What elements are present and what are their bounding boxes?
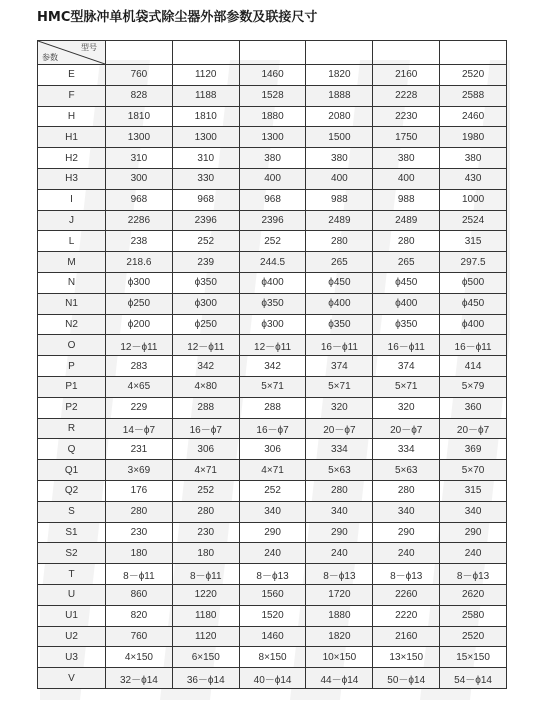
value-cell: 240	[440, 543, 507, 564]
value-cell: 6×150	[172, 647, 239, 668]
spec-table	[37, 40, 507, 689]
value-cell: 252	[172, 480, 239, 501]
value-cell: ϕ450	[306, 272, 373, 293]
table-row	[38, 439, 507, 460]
value-cell: ϕ250	[172, 314, 239, 335]
value-cell: 240	[373, 543, 440, 564]
value-cell: ϕ400	[440, 314, 507, 335]
value-cell: 400	[306, 168, 373, 189]
param-cell: H	[38, 106, 106, 127]
value-cell: 231	[106, 439, 173, 460]
param-cell: Q1	[38, 460, 106, 481]
param-cell: O	[38, 335, 106, 356]
value-cell: 290	[239, 522, 306, 543]
value-cell: ϕ250	[106, 293, 173, 314]
value-cell: 32－ϕ14	[106, 668, 173, 689]
value-cell: 380	[440, 148, 507, 169]
value-cell: 860	[106, 584, 173, 605]
value-cell: 40－ϕ14	[239, 668, 306, 689]
value-cell: 180	[172, 543, 239, 564]
value-cell: 265	[373, 252, 440, 273]
table-row	[38, 252, 507, 273]
value-cell: 288	[172, 397, 239, 418]
value-cell: 5×70	[440, 460, 507, 481]
value-cell: 8－ϕ11	[106, 564, 173, 585]
value-cell: 230	[106, 522, 173, 543]
value-cell: 340	[239, 501, 306, 522]
value-cell: 3×69	[106, 460, 173, 481]
table-row	[38, 85, 507, 106]
value-cell: ϕ400	[239, 272, 306, 293]
table-row	[38, 293, 507, 314]
value-cell: 2220	[373, 605, 440, 626]
value-cell: 10×150	[306, 647, 373, 668]
value-cell: 342	[239, 356, 306, 377]
value-cell: 2260	[373, 584, 440, 605]
value-cell: ϕ300	[172, 293, 239, 314]
value-cell: 330	[172, 168, 239, 189]
value-cell: 2160	[373, 626, 440, 647]
model-header-cell	[440, 41, 507, 65]
value-cell: 342	[172, 356, 239, 377]
table-row	[38, 564, 507, 585]
table-row	[38, 148, 507, 169]
value-cell: 2620	[440, 584, 507, 605]
table-row	[38, 460, 507, 481]
value-cell: 1720	[306, 584, 373, 605]
value-cell: 8－ϕ13	[440, 564, 507, 585]
value-cell: 968	[172, 189, 239, 210]
value-cell: 4×71	[172, 460, 239, 481]
value-cell: 4×65	[106, 376, 173, 397]
table-row	[38, 189, 507, 210]
table-row	[38, 210, 507, 231]
value-cell: ϕ350	[172, 272, 239, 293]
value-cell: 988	[306, 189, 373, 210]
value-cell: 5×63	[373, 460, 440, 481]
value-cell: 828	[106, 85, 173, 106]
param-cell: S1	[38, 522, 106, 543]
value-cell: 20－ϕ7	[440, 418, 507, 439]
table-row	[38, 168, 507, 189]
value-cell: 1120	[172, 626, 239, 647]
table-row	[38, 480, 507, 501]
value-cell: 2396	[172, 210, 239, 231]
value-cell: 400	[239, 168, 306, 189]
table-row	[38, 605, 507, 626]
param-cell: Q2	[38, 480, 106, 501]
table-row	[38, 501, 507, 522]
table-row	[38, 127, 507, 148]
value-cell: 283	[106, 356, 173, 377]
value-cell: 760	[106, 65, 173, 86]
value-cell: 340	[373, 501, 440, 522]
value-cell: 4×71	[239, 460, 306, 481]
param-cell: J	[38, 210, 106, 231]
value-cell: 2489	[373, 210, 440, 231]
table-row	[38, 356, 507, 377]
value-cell: 1528	[239, 85, 306, 106]
value-cell: 1180	[172, 605, 239, 626]
value-cell: 16－ϕ11	[440, 335, 507, 356]
param-cell: U3	[38, 647, 106, 668]
value-cell: 430	[440, 168, 507, 189]
param-cell: P1	[38, 376, 106, 397]
table-row	[38, 231, 507, 252]
value-cell: 315	[440, 231, 507, 252]
value-cell: 180	[106, 543, 173, 564]
value-cell: 369	[440, 439, 507, 460]
value-cell: ϕ450	[373, 272, 440, 293]
value-cell: 16－ϕ11	[306, 335, 373, 356]
value-cell: 310	[106, 148, 173, 169]
param-cell: L	[38, 231, 106, 252]
value-cell: 1820	[306, 626, 373, 647]
page-title: HMC型脉冲单机袋式除尘器外部参数及联接尺寸	[37, 10, 318, 25]
value-cell: 244.5	[239, 252, 306, 273]
value-cell: 1810	[172, 106, 239, 127]
value-cell: 20－ϕ7	[373, 418, 440, 439]
value-cell: 4×150	[106, 647, 173, 668]
param-cell: I	[38, 189, 106, 210]
table-row	[38, 397, 507, 418]
value-cell: 16－ϕ7	[172, 418, 239, 439]
value-cell: 1880	[306, 605, 373, 626]
value-cell: 229	[106, 397, 173, 418]
value-cell: 238	[106, 231, 173, 252]
param-cell: U	[38, 584, 106, 605]
param-label: 参数	[42, 53, 58, 62]
param-cell: E	[38, 65, 106, 86]
header-row	[38, 41, 507, 65]
value-cell: ϕ300	[106, 272, 173, 293]
value-cell: 290	[306, 522, 373, 543]
value-cell: 2396	[239, 210, 306, 231]
value-cell: 2080	[306, 106, 373, 127]
value-cell: 1500	[306, 127, 373, 148]
value-cell: 12－ϕ11	[106, 335, 173, 356]
value-cell: 1750	[373, 127, 440, 148]
param-cell: R	[38, 418, 106, 439]
table-row	[38, 106, 507, 127]
table-row	[38, 272, 507, 293]
value-cell: 8－ϕ13	[373, 564, 440, 585]
value-cell: 400	[373, 168, 440, 189]
value-cell: 1888	[306, 85, 373, 106]
value-cell: 760	[106, 626, 173, 647]
value-cell: 1188	[172, 85, 239, 106]
value-cell: 5×63	[306, 460, 373, 481]
value-cell: 380	[373, 148, 440, 169]
value-cell: 2460	[440, 106, 507, 127]
value-cell: 1520	[239, 605, 306, 626]
param-cell: N2	[38, 314, 106, 335]
value-cell: 5×79	[440, 376, 507, 397]
model-header-cell	[306, 41, 373, 65]
value-cell: 265	[306, 252, 373, 273]
param-cell: T	[38, 564, 106, 585]
value-cell: 290	[373, 522, 440, 543]
param-cell: V	[38, 668, 106, 689]
table-row	[38, 584, 507, 605]
param-cell: P	[38, 356, 106, 377]
param-cell: S2	[38, 543, 106, 564]
value-cell: 290	[440, 522, 507, 543]
value-cell: ϕ200	[106, 314, 173, 335]
value-cell: 280	[306, 480, 373, 501]
value-cell: 20－ϕ7	[306, 418, 373, 439]
value-cell: 218.6	[106, 252, 173, 273]
value-cell: 252	[239, 231, 306, 252]
value-cell: 320	[373, 397, 440, 418]
value-cell: 2524	[440, 210, 507, 231]
value-cell: 44－ϕ14	[306, 668, 373, 689]
corner-header-cell	[38, 41, 106, 65]
value-cell: 239	[172, 252, 239, 273]
param-cell: U1	[38, 605, 106, 626]
table-row	[38, 522, 507, 543]
value-cell: 12－ϕ11	[239, 335, 306, 356]
value-cell: 820	[106, 605, 173, 626]
value-cell: 320	[306, 397, 373, 418]
value-cell: 240	[306, 543, 373, 564]
value-cell: 2520	[440, 65, 507, 86]
value-cell: 16－ϕ11	[373, 335, 440, 356]
model-label: 型号	[81, 43, 97, 52]
table-row	[38, 376, 507, 397]
value-cell: 2588	[440, 85, 507, 106]
model-header-cell	[239, 41, 306, 65]
param-cell: H1	[38, 127, 106, 148]
value-cell: 1560	[239, 584, 306, 605]
param-cell: N	[38, 272, 106, 293]
value-cell: 54－ϕ14	[440, 668, 507, 689]
value-cell: 14－ϕ7	[106, 418, 173, 439]
value-cell: 5×71	[239, 376, 306, 397]
param-cell: S	[38, 501, 106, 522]
value-cell: 1880	[239, 106, 306, 127]
value-cell: 240	[239, 543, 306, 564]
value-cell: 1820	[306, 65, 373, 86]
table-row	[38, 418, 507, 439]
value-cell: 8－ϕ13	[306, 564, 373, 585]
value-cell: ϕ400	[306, 293, 373, 314]
value-cell: ϕ350	[239, 293, 306, 314]
value-cell: 2520	[440, 626, 507, 647]
model-header-cell	[172, 41, 239, 65]
value-cell: ϕ500	[440, 272, 507, 293]
value-cell: ϕ450	[440, 293, 507, 314]
value-cell: 340	[306, 501, 373, 522]
table-row	[38, 647, 507, 668]
value-cell: 315	[440, 480, 507, 501]
param-cell: Q	[38, 439, 106, 460]
value-cell: ϕ350	[373, 314, 440, 335]
value-cell: 380	[306, 148, 373, 169]
value-cell: 968	[106, 189, 173, 210]
value-cell: 414	[440, 356, 507, 377]
value-cell: 1300	[172, 127, 239, 148]
value-cell: 334	[373, 439, 440, 460]
param-cell: U2	[38, 626, 106, 647]
value-cell: 1980	[440, 127, 507, 148]
value-cell: 306	[172, 439, 239, 460]
model-header-cell	[106, 41, 173, 65]
value-cell: ϕ350	[306, 314, 373, 335]
param-cell: H3	[38, 168, 106, 189]
value-cell: 1300	[239, 127, 306, 148]
value-cell: 2230	[373, 106, 440, 127]
value-cell: 5×71	[306, 376, 373, 397]
value-cell: 2489	[306, 210, 373, 231]
value-cell: 1460	[239, 626, 306, 647]
value-cell: 1810	[106, 106, 173, 127]
value-cell: 12－ϕ11	[172, 335, 239, 356]
param-cell: P2	[38, 397, 106, 418]
value-cell: 1300	[106, 127, 173, 148]
value-cell: 1120	[172, 65, 239, 86]
value-cell: 2580	[440, 605, 507, 626]
table-row	[38, 65, 507, 86]
value-cell: 288	[239, 397, 306, 418]
value-cell: 280	[306, 231, 373, 252]
table-row	[38, 543, 507, 564]
value-cell: 230	[172, 522, 239, 543]
value-cell: 2160	[373, 65, 440, 86]
value-cell: 2286	[106, 210, 173, 231]
table-row	[38, 314, 507, 335]
param-cell: M	[38, 252, 106, 273]
value-cell: 1220	[172, 584, 239, 605]
value-cell: 280	[373, 480, 440, 501]
value-cell: 988	[373, 189, 440, 210]
value-cell: ϕ400	[373, 293, 440, 314]
value-cell: 334	[306, 439, 373, 460]
value-cell: ϕ300	[239, 314, 306, 335]
table-row	[38, 668, 507, 689]
value-cell: 8×150	[239, 647, 306, 668]
value-cell: 50－ϕ14	[373, 668, 440, 689]
value-cell: 280	[106, 501, 173, 522]
value-cell: 306	[239, 439, 306, 460]
value-cell: 374	[306, 356, 373, 377]
param-cell: F	[38, 85, 106, 106]
param-cell: H2	[38, 148, 106, 169]
value-cell: 280	[172, 501, 239, 522]
value-cell: 310	[172, 148, 239, 169]
value-cell: 4×80	[172, 376, 239, 397]
value-cell: 8－ϕ11	[172, 564, 239, 585]
value-cell: 252	[239, 480, 306, 501]
value-cell: 252	[172, 231, 239, 252]
value-cell: 13×150	[373, 647, 440, 668]
value-cell: 360	[440, 397, 507, 418]
table-row	[38, 626, 507, 647]
value-cell: 16－ϕ7	[239, 418, 306, 439]
value-cell: 15×150	[440, 647, 507, 668]
param-cell: N1	[38, 293, 106, 314]
value-cell: 340	[440, 501, 507, 522]
value-cell: 374	[373, 356, 440, 377]
value-cell: 380	[239, 148, 306, 169]
model-header-cell	[373, 41, 440, 65]
value-cell: 280	[373, 231, 440, 252]
table-row	[38, 335, 507, 356]
value-cell: 5×71	[373, 376, 440, 397]
value-cell: 8－ϕ13	[239, 564, 306, 585]
value-cell: 297.5	[440, 252, 507, 273]
value-cell: 300	[106, 168, 173, 189]
value-cell: 968	[239, 189, 306, 210]
value-cell: 2228	[373, 85, 440, 106]
value-cell: 176	[106, 480, 173, 501]
value-cell: 1460	[239, 65, 306, 86]
value-cell: 1000	[440, 189, 507, 210]
value-cell: 36－ϕ14	[172, 668, 239, 689]
